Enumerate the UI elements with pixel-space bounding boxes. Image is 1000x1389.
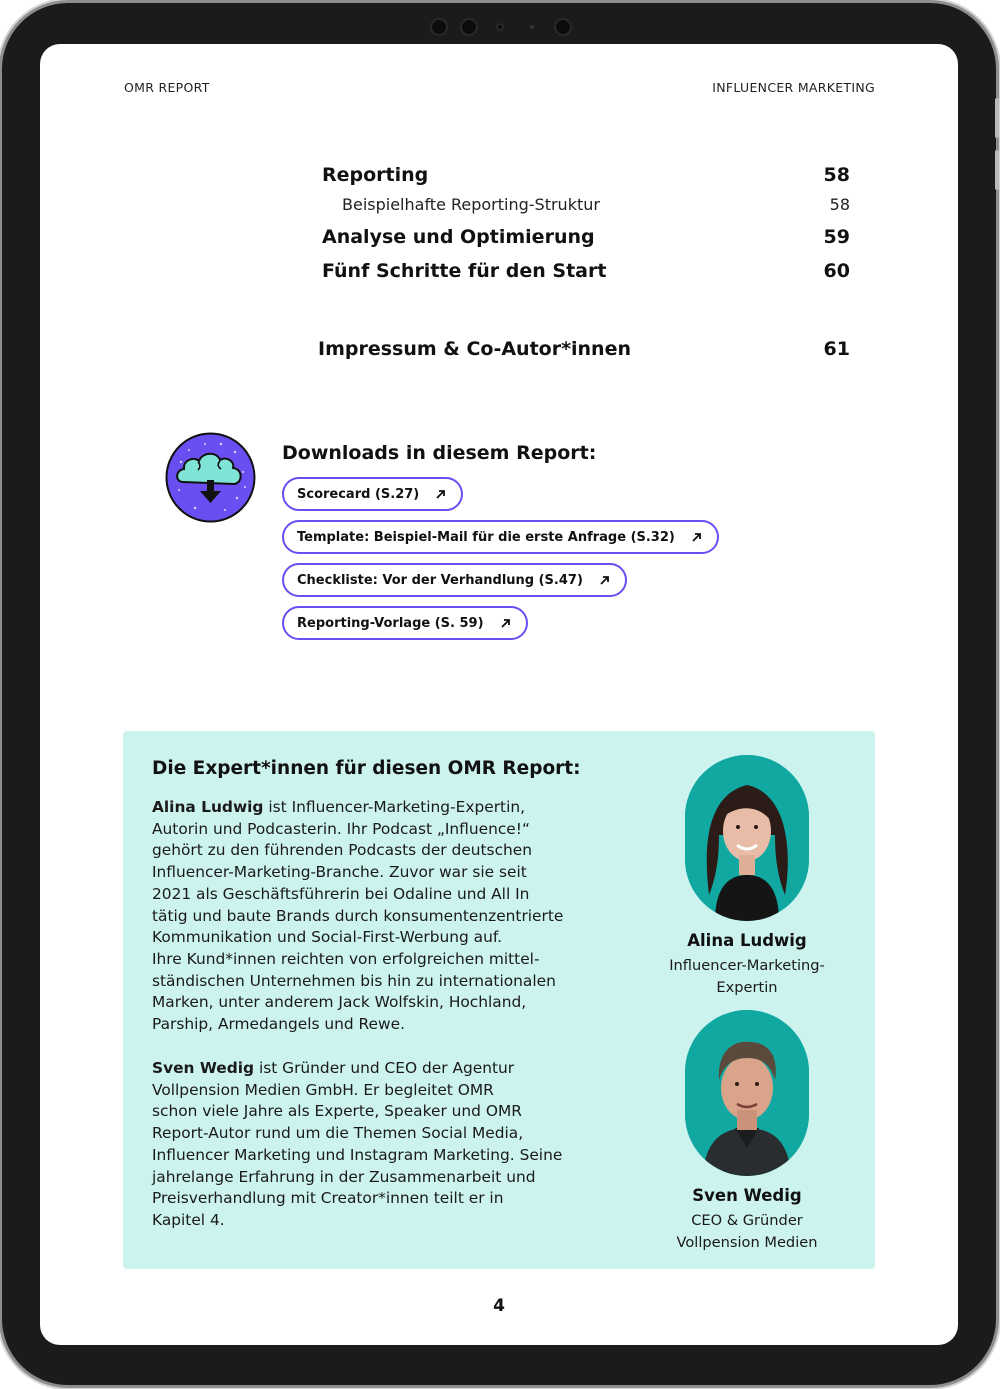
avatar-sven-wedig: [685, 1010, 809, 1176]
bio-name: Sven Wedig: [152, 1059, 255, 1077]
arrow-up-right-icon: [500, 617, 512, 629]
person-role-sven: Vollpension Medien: [676, 1234, 818, 1251]
toc-page: 60: [823, 260, 850, 282]
bio-line: Marken, unter anderem Jack Wolfskin, Hochland,: [152, 993, 527, 1012]
bio-line: Autorin und Podcasterin. Ihr Podcast „Influence!“: [152, 819, 530, 838]
toc-page: 58: [829, 195, 850, 214]
avatar-alina-ludwig: [685, 755, 809, 921]
person-role-sven: CEO & Gründer: [691, 1212, 803, 1229]
person-name-alina: Alina Ludwig: [687, 931, 807, 950]
header-right: INFLUENCER MARKETING: [712, 80, 875, 95]
toc-title: Impressum & Co-Autor*innen: [318, 338, 631, 360]
toc-page: 59: [823, 226, 850, 248]
toc-page: 58: [823, 164, 850, 186]
toc-entry-impressum[interactable]: [318, 338, 850, 360]
bio-line: ständischen Unternehmen bis hin zu internationalen: [152, 971, 556, 990]
sensor-dot-icon: [530, 25, 534, 29]
camera-lens-icon: [430, 18, 448, 36]
person-name-sven: Sven Wedig: [692, 1186, 802, 1205]
toc-entry-analyse[interactable]: [322, 226, 850, 248]
bio-line: Kapitel 4.: [152, 1210, 225, 1229]
bio-line: 2021 als Geschäftsführerin bei Odaline und All In: [152, 884, 530, 903]
downloads-title: Downloads in diesem Report:: [282, 442, 597, 464]
bio-line: Preisverhandlung mit Creator*innen teilt er in: [152, 1189, 504, 1208]
bio-line: Parship, Armedangels und Rewe.: [152, 1015, 405, 1034]
bio-line: tätig und baute Brands durch konsumentenzentrierte: [152, 906, 564, 925]
bio-alina-ludwig: [152, 797, 592, 1036]
download-link-scorecard[interactable]: [282, 477, 463, 511]
toc-title: Fünf Schritte für den Start: [322, 260, 607, 282]
download-link-checkliste[interactable]: [282, 563, 627, 597]
person-role-alina: Influencer-Marketing-: [669, 957, 825, 974]
person-role-alina: Expertin: [716, 979, 778, 996]
volume-up-button: [995, 150, 999, 190]
toc-title: Analyse und Optimierung: [322, 226, 595, 248]
sensor-icon: [496, 23, 504, 31]
bio-line: Ihre Kund*innen reichten von erfolgreichen mittel-: [152, 949, 540, 968]
toc-entry-reporting[interactable]: [322, 164, 850, 186]
bio-line-text: ist Gründer und CEO der Agentur: [254, 1059, 515, 1077]
bio-sven-wedig: [152, 1058, 592, 1232]
header-left: OMR REPORT: [124, 80, 210, 95]
arrow-up-right-icon: [691, 531, 703, 543]
bio-line: [152, 1058, 592, 1080]
power-button: [995, 98, 999, 138]
bio-line: [152, 797, 592, 819]
download-link-label: Scorecard (S.27): [297, 486, 420, 502]
download-link-template[interactable]: [282, 520, 719, 554]
download-link-label: Template: Beispiel-Mail für die erste Anfrage (S.32): [297, 529, 675, 545]
document-page: [40, 44, 958, 1345]
toc-page: 61: [823, 338, 850, 360]
cloud-download-icon: [165, 432, 256, 523]
page-number: 4: [493, 1296, 505, 1316]
download-link-label: Checkliste: Vor der Verhandlung (S.47): [297, 572, 583, 588]
bio-line: Influencer Marketing und Instagram Marketing. Seine: [152, 1145, 563, 1164]
bio-line: Kommunikation und Social-First-Werbung auf.: [152, 928, 503, 947]
toc-title: Beispielhafte Reporting-Struktur: [342, 195, 600, 214]
toc-title: Reporting: [322, 164, 429, 186]
experts-box: [123, 731, 875, 1269]
bio-line: schon viele Jahre als Experte, Speaker und OMR: [152, 1102, 522, 1121]
bio-line: Report-Autor rund um die Themen Social Media,: [152, 1124, 524, 1143]
bio-line-text: ist Influencer-Marketing-Expertin,: [263, 798, 525, 816]
bio-line: gehört zu den führenden Podcasts der deutschen: [152, 841, 533, 860]
camera-lens-icon: [554, 18, 572, 36]
bio-line: Influencer-Marketing-Branche. Zuvor war sie seit: [152, 863, 527, 882]
toc-entry-fuenf-schritte[interactable]: [322, 260, 850, 282]
camera-bar: [422, 15, 582, 37]
camera-lens-icon: [460, 18, 478, 36]
bio-line: Vollpension Medien GmbH. Er begleitet OMR: [152, 1080, 494, 1099]
arrow-up-right-icon: [435, 488, 447, 500]
bio-line: jahrelange Erfahrung in der Zusammenarbeit und: [152, 1167, 536, 1186]
bio-name: Alina Ludwig: [152, 798, 264, 816]
download-link-label: Reporting-Vorlage (S. 59): [297, 615, 484, 631]
experts-title: Die Expert*innen für diesen OMR Report:: [152, 758, 581, 779]
download-link-reporting-vorlage[interactable]: [282, 606, 528, 640]
arrow-up-right-icon: [599, 574, 611, 586]
toc-entry-reporting-struktur[interactable]: [322, 195, 850, 214]
